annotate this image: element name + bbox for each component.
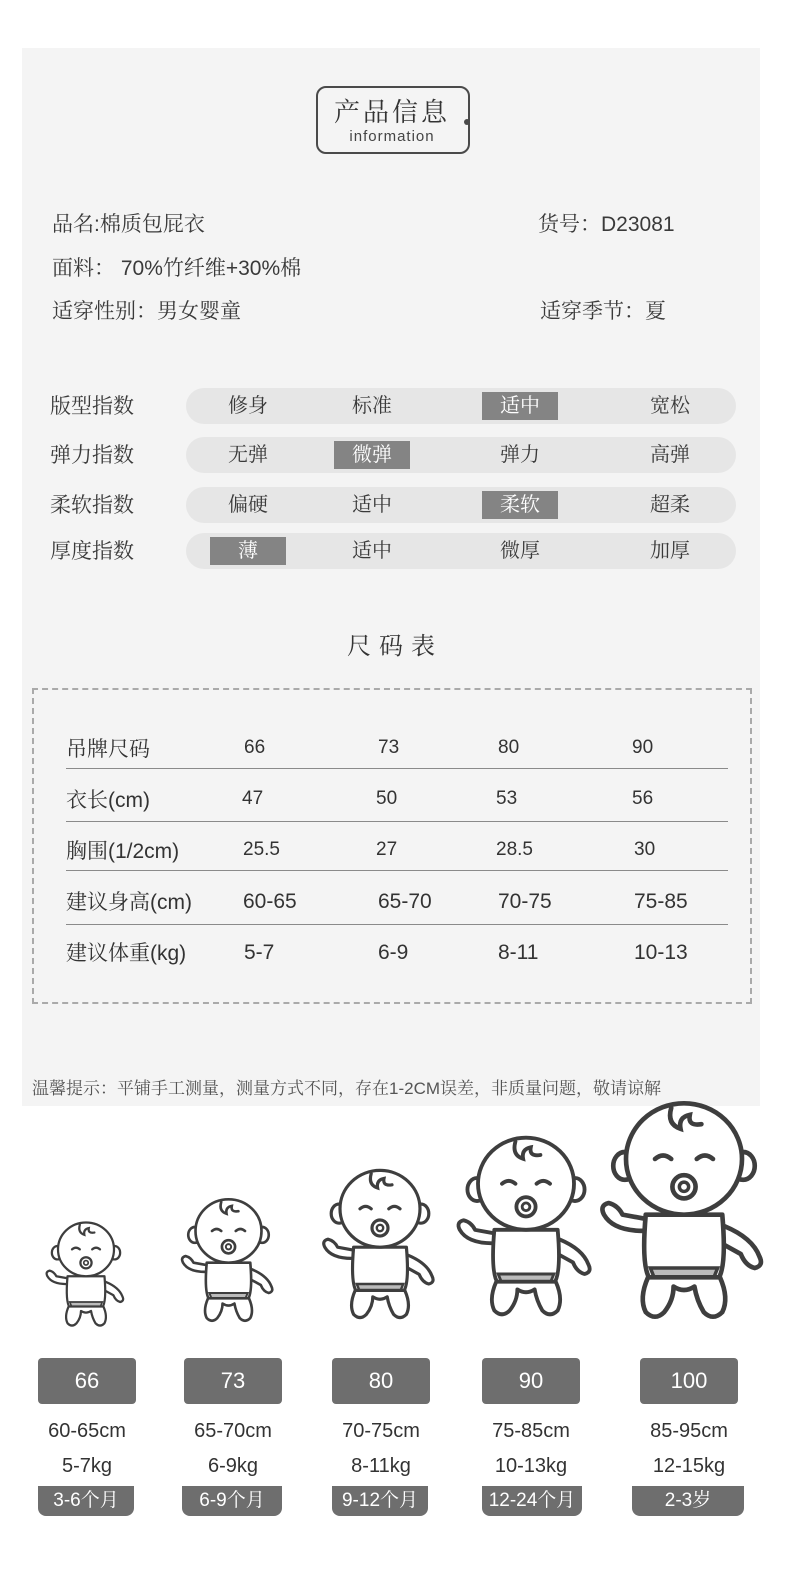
age-badge: 12-24个月: [482, 1486, 582, 1516]
size-cell: 66: [244, 737, 266, 758]
size-cell: 75-85: [634, 890, 688, 913]
size-cell: 28.5: [496, 839, 533, 860]
size-chart-title: 尺码表: [347, 633, 443, 660]
index-bar: [186, 533, 736, 569]
index-label: 弹力指数: [50, 444, 134, 467]
size-cell: 27: [376, 839, 398, 860]
age-badge: 3-6个月: [38, 1486, 134, 1516]
size-cell: 47: [242, 788, 264, 809]
weight-range: 10-13kg: [494, 1455, 568, 1477]
weight-range: 5-7kg: [61, 1455, 113, 1477]
index-label: 版型指数: [50, 395, 134, 418]
index-option-selected: 适中: [482, 392, 558, 420]
height-range: 70-75cm: [342, 1420, 420, 1442]
size-cell: 50: [376, 788, 398, 809]
height-range: 60-65cm: [48, 1420, 126, 1442]
index-option: 适中: [352, 540, 392, 562]
baby-illustration-icon: [320, 1164, 440, 1329]
table-divider: [66, 870, 728, 871]
size-cell: 56: [632, 788, 654, 809]
index-option: 加厚: [650, 540, 690, 562]
product-gender: 适穿性别：男女婴童: [52, 300, 241, 323]
weight-range: 12-15kg: [652, 1455, 726, 1477]
baby-illustration-icon: [179, 1194, 278, 1331]
size-cell: 60-65: [243, 890, 297, 913]
weight-range: 8-11kg: [351, 1455, 411, 1477]
product-season: 适穿季节：夏: [540, 300, 666, 323]
size-cell: 53: [496, 788, 518, 809]
index-option-selected: 柔软: [482, 491, 558, 519]
size-cell: 8-11: [498, 941, 539, 964]
table-divider: [66, 821, 728, 822]
index-option: 修身: [228, 395, 268, 417]
size-cell: 90: [632, 737, 654, 758]
size-cell: 25.5: [243, 839, 280, 860]
index-option: 偏硬: [228, 494, 268, 516]
age-badge: 9-12个月: [332, 1486, 428, 1516]
index-bar: [186, 487, 736, 523]
product-name: 品名:棉质包屁衣: [52, 213, 205, 236]
index-option: 无弹: [228, 444, 268, 466]
size-row-label: 吊牌尺码: [66, 738, 150, 761]
table-divider: [66, 768, 728, 769]
size-cell: 30: [634, 839, 656, 860]
index-bar: [186, 388, 736, 424]
size-cell: 80: [498, 737, 520, 758]
size-badge: 100: [640, 1358, 738, 1404]
table-divider: [66, 924, 728, 925]
size-cell: 65-70: [378, 890, 432, 913]
index-option: 标准: [352, 395, 392, 417]
index-label: 柔软指数: [50, 494, 134, 517]
size-cell: 5-7: [244, 941, 275, 964]
index-option: 高弹: [650, 444, 690, 466]
size-cell: 10-13: [634, 941, 688, 964]
baby-illustration-icon: [454, 1130, 598, 1327]
index-option-selected: 微弹: [334, 441, 410, 469]
baby-illustration-icon: [597, 1094, 771, 1331]
size-cell: 6-9: [378, 941, 409, 964]
size-row-label: 建议体重(kg): [66, 942, 187, 965]
index-bar: [186, 437, 736, 473]
index-label: 厚度指数: [50, 540, 134, 563]
header-subtitle: information: [349, 128, 435, 145]
product-fabric: 面料： 70%竹纤维+30%棉: [52, 257, 302, 280]
size-cell: 70-75: [498, 890, 552, 913]
header-title: 产品信息: [333, 97, 450, 127]
size-row-label: 衣长(cm): [66, 789, 150, 812]
index-option: 超柔: [650, 494, 690, 516]
weight-range: 6-9kg: [207, 1455, 259, 1477]
size-row-label: 胸围(1/2cm): [66, 840, 180, 863]
product-item-no: 货号：D23081: [538, 213, 675, 236]
index-option: 微厚: [500, 540, 540, 562]
height-range: 75-85cm: [492, 1420, 570, 1442]
size-badge: 73: [184, 1358, 282, 1404]
size-badge: 66: [38, 1358, 136, 1404]
size-badge: 90: [482, 1358, 580, 1404]
index-option: 宽松: [650, 395, 690, 417]
age-badge: 6-9个月: [182, 1486, 282, 1516]
age-badge: 2-3岁: [632, 1486, 744, 1516]
index-option: 适中: [352, 494, 392, 516]
size-badge: 80: [332, 1358, 430, 1404]
index-option-selected: 薄: [210, 537, 286, 565]
measurement-note: 温馨提示：平铺手工测量，测量方式不同，存在1-2CM误差，非质量问题，敬请谅解: [32, 1079, 662, 1098]
height-range: 65-70cm: [194, 1420, 272, 1442]
height-range: 85-95cm: [650, 1420, 728, 1442]
size-row-label: 建议身高(cm): [66, 891, 192, 914]
index-option: 弹力: [500, 444, 540, 466]
baby-illustration-icon: [44, 1218, 128, 1335]
size-cell: 73: [378, 737, 400, 758]
